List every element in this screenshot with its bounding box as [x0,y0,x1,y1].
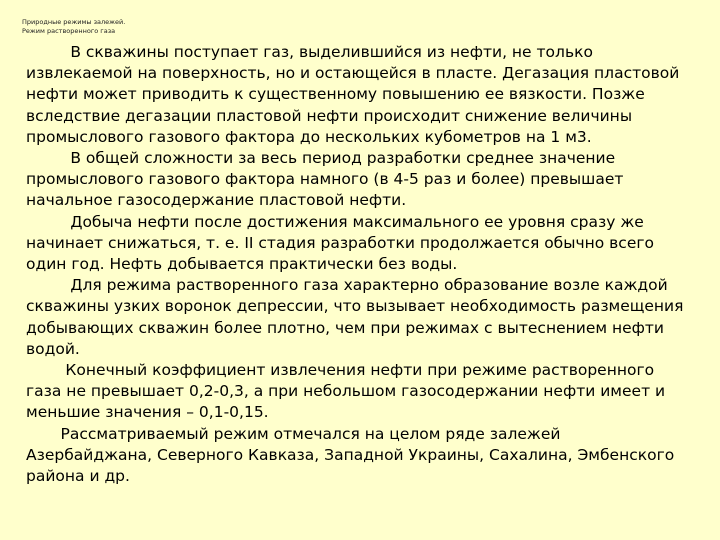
text-line: промыслового газового фактора намного (в 4-5 раз и более) превышает [26,170,624,189]
paragraph [26,424,698,488]
paragraph [26,275,698,360]
paragraph [26,212,698,276]
text-line: нефти может приводить к существенному повышению ее вязкости. Позже [26,85,645,104]
paragraph [26,148,698,212]
slide-header [22,18,125,36]
text-line: начальное газосодержание пластовой нефти. [26,191,407,210]
text-line: извлекаемой на поверхность, но и остающейся в пласте. Дегазация пластовой [26,64,680,83]
text-line: водой. [26,339,80,358]
text-line: скважины узких воронок депрессии, что вызывает необходимость размещения [26,297,684,316]
text-line: района и др. [26,467,130,486]
text-line: Добыча нефти после достижения максимального ее уровня сразу же [26,212,644,231]
text-line: вследствие дегазации пластовой нефти происходит снижение величины [26,106,633,125]
text-line: Рассматриваемый режим отмечался на целом ряде залежей [26,424,561,443]
text-line: меньшие значения – 0,1-0,15. [26,403,269,422]
paragraph [26,360,698,424]
text-line: Для режима растворенного газа характерно образование возле каждой [26,276,668,295]
paragraph [26,42,698,148]
text-line: Конечный коэффициент извлечения нефти при режиме растворенного [26,361,655,380]
text-line: газа не превышает 0,2-0,3, а при небольшом газосодержании нефти имеет и [26,382,666,401]
text-line: Азербайджана, Северного Кавказа, Западной Украины, Сахалина, Эмбенского [26,445,675,464]
text-line: начинает снижаться, т. е. II стадия разработки продолжается обычно всего [26,233,654,252]
text-line: В скважины поступает газ, выделившийся из нефти, не только [26,43,593,61]
slide-body [26,42,698,487]
text-line: один год. Нефть добывается практически без воды. [26,255,458,274]
text-line: В общей сложности за весь период разработки среднее значение [26,149,616,168]
text-line: добывающих скважин более плотно, чем при режимах с вытеснением нефти [26,318,664,337]
header-subtopic: Режим растворенного газа [22,27,116,35]
header-topic: Природные режимы залежей. [22,18,126,26]
text-line: промыслового газового фактора до нескольких кубометров на 1 м3. [26,127,592,146]
